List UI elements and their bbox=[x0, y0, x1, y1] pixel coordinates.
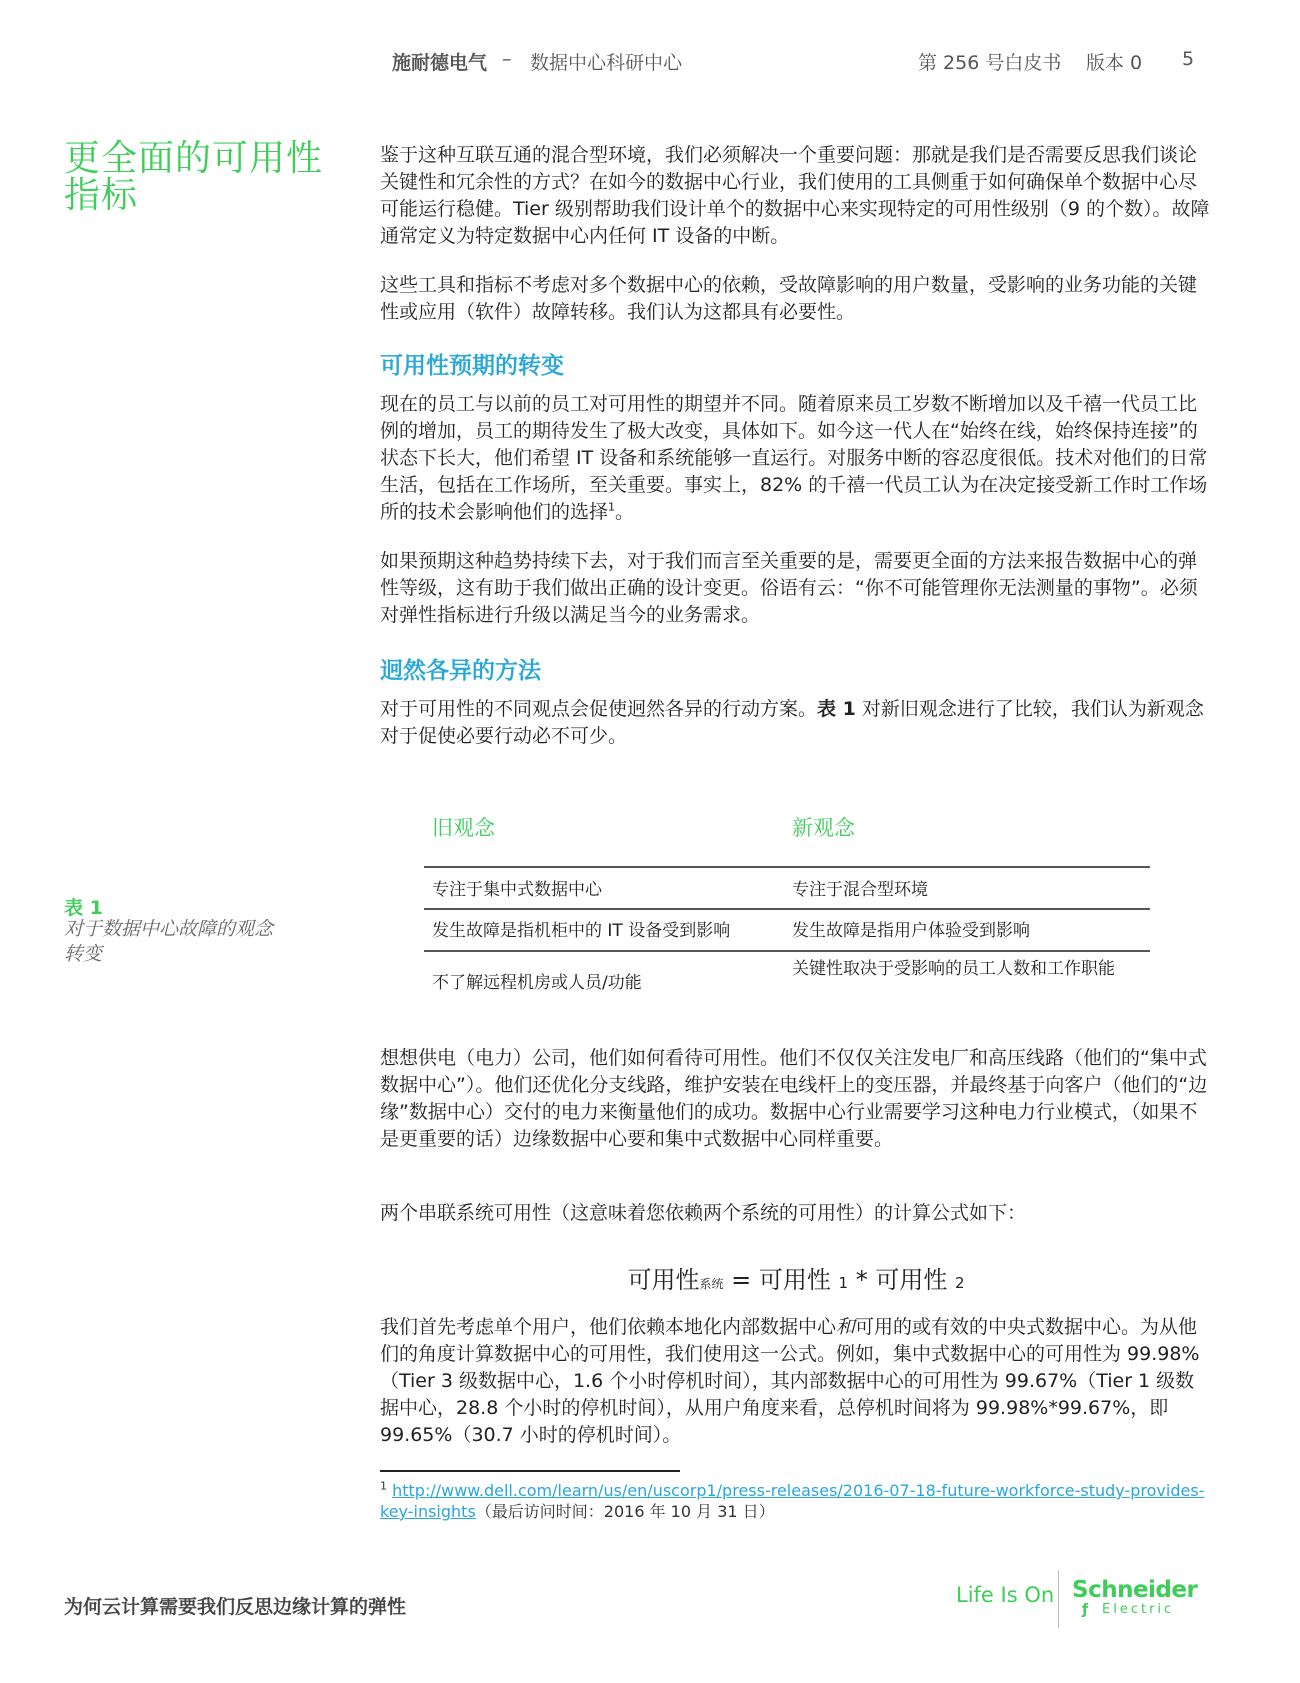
table-cell-old: 不了解远程机房或人员/功能 bbox=[432, 973, 642, 993]
approaches-paragraph: 对于可用性的不同观点会促使迥然各异的行动方案。表 1 对新旧观念进行了比较，我们认为新观念对于促使必要行动必不可少。 bbox=[380, 698, 1204, 747]
header-version: 版本 0 bbox=[1086, 52, 1143, 74]
footnote-ref[interactable]: 1 bbox=[608, 500, 616, 514]
expectations-paragraph-1: 现在的员工与以前的员工对可用性的期望并不同。随着原来员工岁数不断增加以及千禧一代员工比例的增加，员工的期待发生了极大改变，具体如下。如今这一代人在“始终在线，始终保持连接”的状态下长大，他们希望 IT 设备和系统能够一直运行。对服务中断的容忍度很低。技术对他们的日常生活，包括在工作场所，至关重要。事实上，82% 的千禧一代员工认为在决定接受新工作时工作场所的技术会影响他们的选择$^1$。 bbox=[380, 393, 1208, 523]
availability-formula: 可用性系统 = 可用性 1 * 可用性 2 bbox=[627, 1266, 965, 1294]
table-row bbox=[424, 866, 1150, 908]
header-company: 施耐德电气 bbox=[392, 52, 488, 74]
footnote-number: 1 bbox=[380, 1479, 387, 1493]
page-header bbox=[0, 0, 1300, 90]
subsection-heading-different-approaches: 迥然各异的方法 bbox=[380, 658, 541, 684]
table-reference: 表 1 bbox=[817, 698, 856, 720]
footer-divider bbox=[1058, 1570, 1059, 1628]
formula-intro-paragraph: 两个串联系统可用性（这意味着您依赖两个系统的可用性）的计算公式如下： bbox=[380, 1202, 1027, 1224]
footnote-access-date: （最后访问时间：2016 年 10 月 31 日） bbox=[475, 1502, 775, 1521]
footnote-divider bbox=[380, 1470, 680, 1472]
table-row bbox=[424, 908, 1150, 950]
table-caption-text: 对于数据中心故障的观念转变 bbox=[64, 918, 274, 965]
page-number: 5 bbox=[1182, 48, 1195, 70]
table-cell-new: 关键性取决于受影响的员工人数和工作职能 bbox=[792, 959, 1115, 979]
subsection-heading-availability-expectations: 可用性预期的转变 bbox=[380, 353, 564, 379]
footnote-link[interactable]: http://www.dell.com/learn/us/en/uscorp1/press-releases/2016-07-18-future-workforce-study-provides-key-insights bbox=[380, 1481, 1205, 1521]
table-cell-new: 发生故障是指用户体验受到影响 bbox=[792, 921, 1030, 941]
section-title: 更全面的可用性指标 bbox=[64, 138, 324, 216]
header-separator: – bbox=[502, 48, 512, 70]
table-cell-new: 专注于混合型环境 bbox=[792, 880, 928, 900]
brand-sub: Electric bbox=[1102, 1602, 1175, 1617]
schneider-leaf-icon: ƒ bbox=[1082, 1602, 1092, 1618]
calculation-paragraph: 我们首先考虑单个用户，他们依赖本地化内部数据中心和可用的或有效的中央式数据中心。为从他们的角度计算数据中心的可用性，我们使用这一公式。例如，集中式数据中心的可用性为 99.98%（Tier 3 级数据中心，1.6 个小时停机时间），其内部数据中心的可用性为 99.67%（Tier 1 级数据中心，28.8 个小时的停机时间），从用户角度来看，总停机时间将为 99.98%*99.67%，即 99.65%（30.7 小时的停机时间）。 bbox=[380, 1316, 1200, 1446]
utility-analogy-paragraph: 想想供电（电力）公司，他们如何看待可用性。他们不仅仅关注发电厂和高压线路（他们的“集中式数据中心”）。他们还优化分支线路，维护安装在电线杆上的变压器，并最终基于向客户（他们的“边缘”数据中心）交付的电力来衡量他们的成功。数据中心行业需要学习这种电力行业模式，（如果不是更重要的话）边缘数据中心要和集中式数据中心同样重要。 bbox=[380, 1047, 1208, 1150]
intro-paragraph-2: 这些工具和指标不考虑对多个数据中心的依赖，受故障影响的用户数量，受影响的业务功能的关键性或应用（软件）故障转移。我们认为这都具有必要性。 bbox=[380, 274, 1198, 323]
expectations-paragraph-2: 如果预期这种趋势持续下去，对于我们而言至关重要的是，需要更全面的方法来报告数据中心的弹性等级，这有助于我们做出正确的设计变更。俗语有云：“你不可能管理你无法测量的事物”。必须对弹性指标进行升级以满足当今的业务需求。 bbox=[380, 550, 1198, 626]
footnote bbox=[380, 1480, 1212, 1522]
table-cell-old: 发生故障是指机柜中的 IT 设备受到影响 bbox=[432, 921, 731, 941]
brand-name: Schneider bbox=[1072, 1577, 1198, 1603]
table-row bbox=[424, 950, 1150, 1012]
footer-title: 为何云计算需要我们反思边缘计算的弹性 bbox=[64, 1596, 407, 1618]
schneider-electric-logo bbox=[1072, 1578, 1197, 1618]
table-caption-label: 表 1 bbox=[64, 897, 103, 919]
intro-paragraph-1: 鉴于这种互联互通的混合型环境，我们必须解决一个重要问题：那就是我们是否需要反思我们谈论关键性和冗余性的方式？在如今的数据中心行业，我们使用的工具侧重于如何确保单个数据中心尽可能运行稳健。Tier 级别帮助我们设计单个的数据中心来实现特定的可用性级别（9 的个数）。故障通常定义为特定数据中心内任何 IT 设备的中断。 bbox=[380, 144, 1210, 247]
table-header-old: 旧观念 bbox=[432, 816, 495, 840]
header-department: 数据中心科研中心 bbox=[530, 52, 683, 74]
table-cell-old: 专注于集中式数据中心 bbox=[432, 880, 602, 900]
table-header-new: 新观念 bbox=[792, 816, 855, 840]
life-is-on-tagline: Life Is On bbox=[956, 1583, 1055, 1607]
header-paper-number: 第 256 号白皮书 bbox=[918, 52, 1062, 74]
